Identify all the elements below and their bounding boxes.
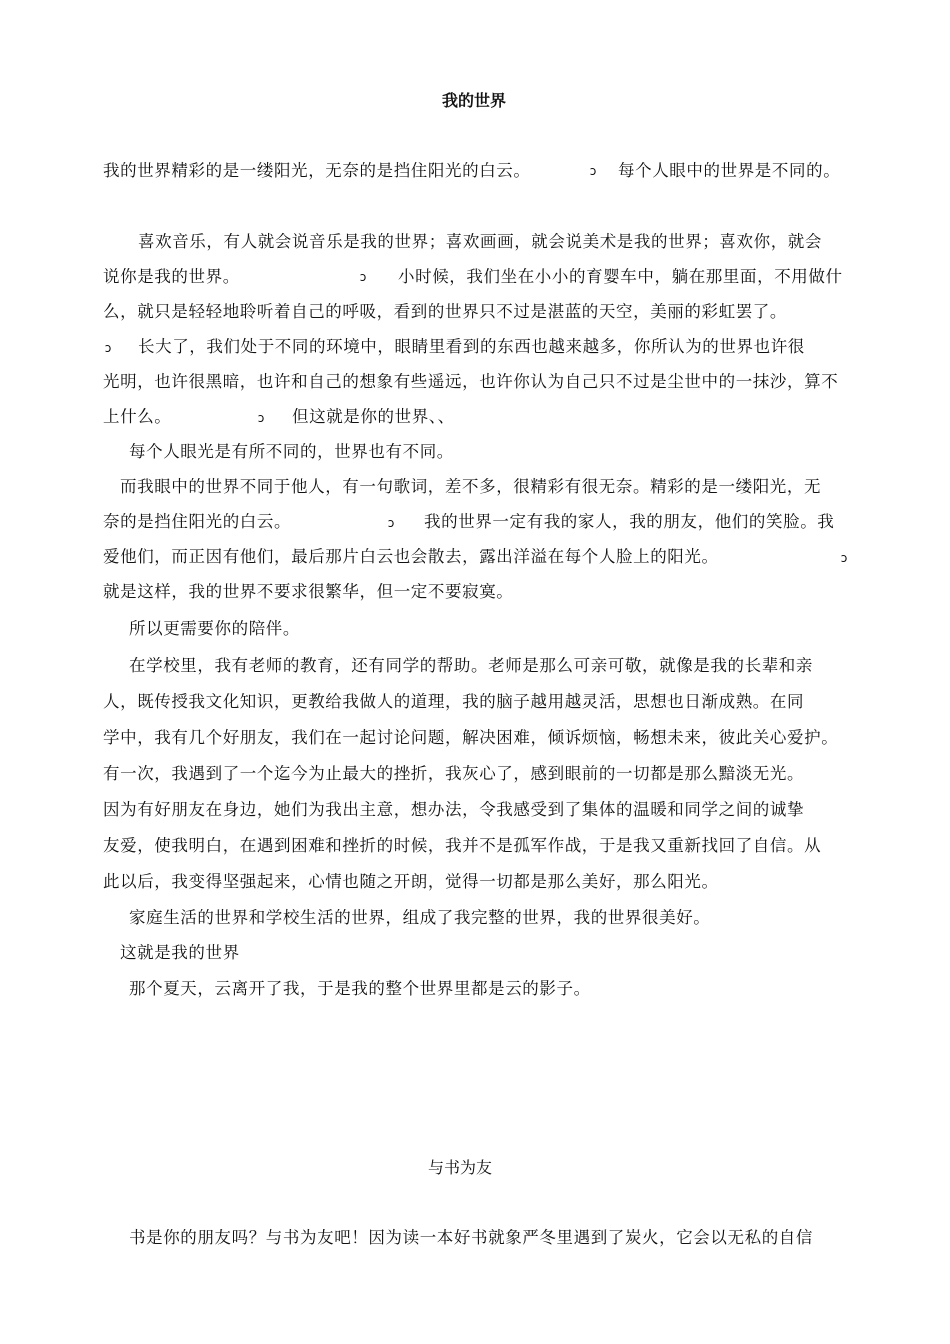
paragraph-mark-icon: ↄ bbox=[840, 551, 848, 565]
paragraph-mark-icon: ↄ bbox=[359, 270, 367, 284]
paragraph-mark-icon: ↄ bbox=[387, 516, 395, 530]
essay-line: 长大了，我们处于不同的环境中，眼睛里看到的东西也越来越多，你所认为的世界也许很 bbox=[138, 337, 805, 356]
essay-line: 此以后，我变得坚强起来，心情也随之开朗，觉得一切都是那么美好，那么阳光。 bbox=[103, 872, 719, 891]
essay-line: 每个人眼中的世界是不同的。 bbox=[618, 161, 841, 180]
essay-line: 就是这样，我的世界不要求很繁华，但一定不要寂寞。 bbox=[103, 582, 514, 601]
essay-line: 书是你的朋友吗？与书为友吧！因为读一本好书就象严冬里遇到了炭火，它会以无私的自信 bbox=[129, 1228, 813, 1247]
essay-line: 那个夏天，云离开了我，于是我的整个世界里都是云的影子。 bbox=[129, 979, 591, 998]
essay-line: 这就是我的世界 bbox=[120, 943, 240, 962]
essay-line: 每个人眼光是有所不同的，世界也有不同。 bbox=[129, 442, 454, 461]
essay-line: 因为有好朋友在身边，她们为我出主意，想办法，令我感受到了集体的温暖和同学之间的诚挚 bbox=[103, 800, 805, 819]
essay-line: 友爱，使我明白，在遇到困难和挫折的时候，我并不是孤军作战，于是我又重新找回了自信。从 bbox=[103, 836, 822, 855]
essay-line: 么，就只是轻轻地聆听着自己的呼吸，看到的世界只不过是湛蓝的天空，美丽的彩虹罢了。 bbox=[103, 302, 787, 321]
essay-line: 人，既传授我文化知识，更教给我做人的道理，我的脑子越用越灵活，思想也日渐成熟。在同 bbox=[103, 692, 805, 711]
essay-line: 光明，也许很黑暗，也许和自己的想象有些遥远，也许你认为自己只不过是尘世中的一抹沙，算不 bbox=[103, 372, 839, 391]
essay-line: 说你是我的世界。 bbox=[103, 267, 240, 286]
paragraph-mark-icon: ↄ bbox=[104, 341, 112, 355]
essay-title: 我的世界 bbox=[442, 91, 507, 110]
essay-line: 在学校里，我有老师的教育，还有同学的帮助。老师是那么可亲可敬，就像是我的长辈和亲 bbox=[129, 656, 813, 675]
essay-line: 所以更需要你的陪伴。 bbox=[129, 619, 300, 638]
essay-title-2: 与书为友 bbox=[428, 1158, 493, 1177]
essay-line: 小时候，我们坐在小小的育婴车中，躺在那里面，不用做什 bbox=[398, 267, 843, 286]
essay-line: 而我眼中的世界不同于他人，有一句歌词，差不多，很精彩有很无奈。精彩的是一缕阳光，无 bbox=[120, 477, 822, 496]
paragraph-mark-icon: ↄ bbox=[589, 164, 597, 178]
essay-line: 学中，我有几个好朋友，我们在一起讨论问题，解决困难，倾诉烦恼，畅想未来，彼此关心爱护。 bbox=[103, 728, 839, 747]
essay-line: 我的世界精彩的是一缕阳光，无奈的是挡住阳光的白云。 bbox=[103, 161, 531, 180]
essay-line: 爱他们，而正因有他们，最后那片白云也会散去，露出洋溢在每个人脸上的阳光。 bbox=[103, 547, 719, 566]
essay-line: 上什么。 bbox=[103, 407, 172, 426]
essay-line: 有一次，我遇到了一个迄今为止最大的挫折，我灰心了，感到眼前的一切都是那么黯淡无光。 bbox=[103, 764, 805, 783]
essay-line: 但这就是你的世界、、 bbox=[292, 407, 455, 426]
essay-line: 我的世界一定有我的家人，我的朋友，他们的笑脸。我 bbox=[424, 512, 835, 531]
essay-line: 喜欢音乐，有人就会说音乐是我的世界；喜欢画画，就会说美术是我的世界；喜欢你，就会 bbox=[138, 232, 822, 251]
essay-line: 家庭生活的世界和学校生活的世界，组成了我完整的世界，我的世界很美好。 bbox=[129, 908, 711, 927]
essay-line: 奈的是挡住阳光的白云。 bbox=[103, 512, 292, 531]
paragraph-mark-icon: ↄ bbox=[257, 411, 265, 425]
